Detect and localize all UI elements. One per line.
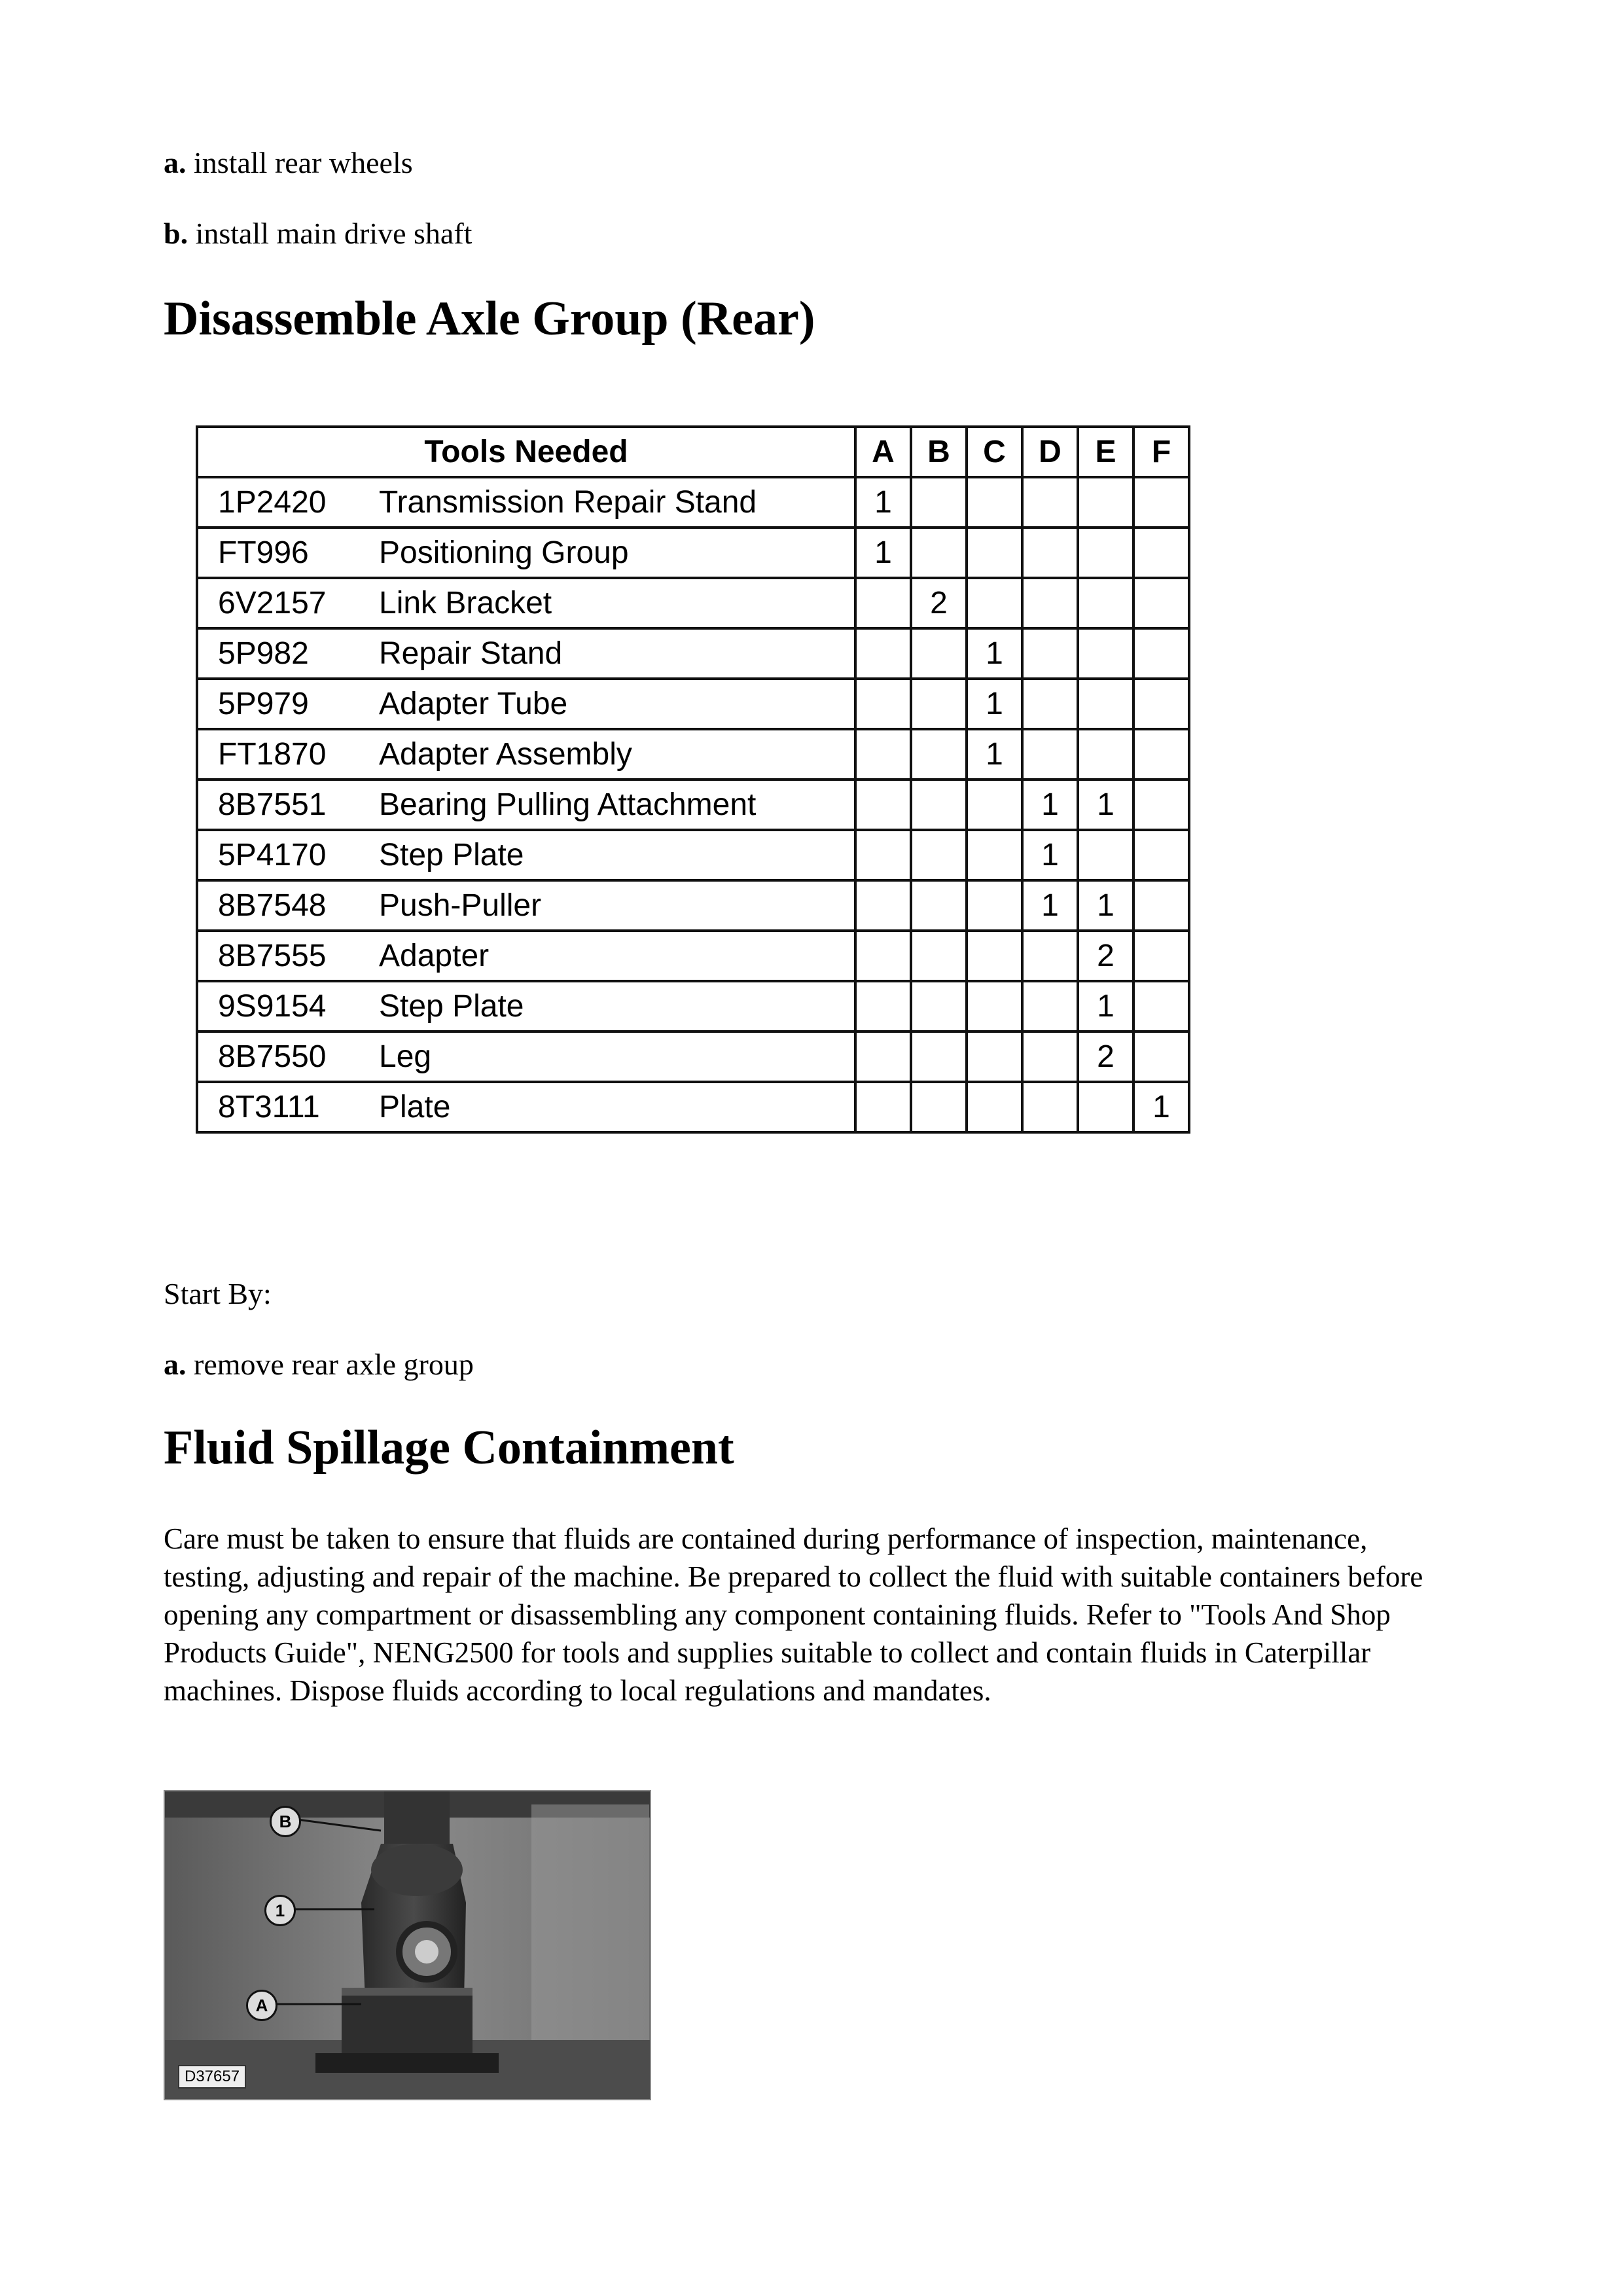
table-row [197, 477, 1189, 528]
part-number-cell: FT1870 [197, 729, 371, 780]
quantity-cell-b [911, 981, 967, 1031]
quantity-cell-b: 2 [911, 578, 967, 628]
quantity-cell-b [911, 931, 967, 981]
quantity-cell-f: 1 [1133, 1082, 1189, 1132]
quantity-cell-a [855, 1031, 911, 1082]
quantity-cell-a [855, 628, 911, 679]
quantity-cell-e [1078, 628, 1133, 679]
tool-name-cell: Plate [371, 1082, 855, 1132]
quantity-cell-e: 1 [1078, 880, 1133, 931]
start-by-step-a [164, 1347, 474, 1382]
tool-name-cell: Adapter Tube [371, 679, 855, 729]
tools-needed-header: Tools Needed [197, 427, 855, 477]
quantity-cell-d [1022, 729, 1078, 780]
quantity-cell-d [1022, 578, 1078, 628]
quantity-cell-b [911, 880, 967, 931]
tool-name-cell: Adapter Assembly [371, 729, 855, 780]
quantity-cell-f [1133, 830, 1189, 880]
quantity-cell-f [1133, 880, 1189, 931]
quantity-cell-f [1133, 477, 1189, 528]
part-number-cell: 5P982 [197, 628, 371, 679]
quantity-cell-a [855, 880, 911, 931]
table-row [197, 1082, 1189, 1132]
quantity-cell-d [1022, 528, 1078, 578]
quantity-cell-c [967, 578, 1022, 628]
quantity-cell-c: 1 [967, 729, 1022, 780]
part-number-cell: 5P4170 [197, 830, 371, 880]
quantity-cell-c [967, 931, 1022, 981]
quantity-cell-b [911, 780, 967, 830]
quantity-cell-e [1078, 578, 1133, 628]
quantity-cell-a [855, 1082, 911, 1132]
column-header-c: C [967, 427, 1022, 477]
callout-1: 1 [264, 1895, 296, 1926]
tool-name-cell: Adapter [371, 931, 855, 981]
quantity-cell-a [855, 981, 911, 1031]
quantity-cell-e: 2 [1078, 1031, 1133, 1082]
quantity-cell-a: 1 [855, 477, 911, 528]
tool-name-cell: Link Bracket [371, 578, 855, 628]
table-header-row [197, 427, 1189, 477]
quantity-cell-e [1078, 1082, 1133, 1132]
step-text: remove rear axle group [194, 1348, 474, 1381]
quantity-cell-b [911, 679, 967, 729]
quantity-cell-d [1022, 1031, 1078, 1082]
column-header-d: D [1022, 427, 1078, 477]
quantity-cell-a [855, 780, 911, 830]
quantity-cell-e [1078, 729, 1133, 780]
quantity-cell-d: 1 [1022, 780, 1078, 830]
quantity-cell-f [1133, 780, 1189, 830]
quantity-cell-a [855, 931, 911, 981]
quantity-cell-c [967, 830, 1022, 880]
part-number-cell: FT996 [197, 528, 371, 578]
quantity-cell-b [911, 477, 967, 528]
part-number-cell: 1P2420 [197, 477, 371, 528]
quantity-cell-a [855, 578, 911, 628]
quantity-cell-a [855, 679, 911, 729]
step-letter: b. [164, 217, 188, 250]
quantity-cell-f [1133, 628, 1189, 679]
quantity-cell-b [911, 1031, 967, 1082]
photo-id-label: D37657 [178, 2065, 246, 2089]
quantity-cell-e [1078, 477, 1133, 528]
quantity-cell-c: 1 [967, 679, 1022, 729]
quantity-cell-f [1133, 528, 1189, 578]
quantity-cell-c: 1 [967, 628, 1022, 679]
quantity-cell-b [911, 628, 967, 679]
quantity-cell-d [1022, 679, 1078, 729]
quantity-cell-d [1022, 1082, 1078, 1132]
column-header-f: F [1133, 427, 1189, 477]
tool-name-cell: Push-Puller [371, 880, 855, 931]
column-header-b: B [911, 427, 967, 477]
part-number-cell: 8T3111 [197, 1082, 371, 1132]
section-title-fluid-spillage-containment: Fluid Spillage Containment [164, 1421, 734, 1475]
quantity-cell-d: 1 [1022, 830, 1078, 880]
table-row [197, 830, 1189, 880]
tools-needed-table [196, 425, 1190, 1134]
callout-a: A [246, 1990, 277, 2021]
quantity-cell-f [1133, 1031, 1189, 1082]
part-number-cell: 8B7555 [197, 931, 371, 981]
quantity-cell-f [1133, 679, 1189, 729]
quantity-cell-c [967, 880, 1022, 931]
axle-repair-photo [164, 1790, 651, 2100]
tool-name-cell: Repair Stand [371, 628, 855, 679]
table-row [197, 981, 1189, 1031]
quantity-cell-c [967, 1031, 1022, 1082]
section-title-disassemble-axle-group: Disassemble Axle Group (Rear) [164, 292, 815, 346]
tool-name-cell: Leg [371, 1031, 855, 1082]
quantity-cell-d [1022, 981, 1078, 1031]
quantity-cell-a [855, 729, 911, 780]
tool-name-cell: Transmission Repair Stand [371, 477, 855, 528]
quantity-cell-e [1078, 679, 1133, 729]
quantity-cell-c [967, 477, 1022, 528]
step-letter: a. [164, 1348, 187, 1381]
quantity-cell-e [1078, 830, 1133, 880]
tool-name-cell: Bearing Pulling Attachment [371, 780, 855, 830]
step-text: install main drive shaft [195, 217, 473, 250]
quantity-cell-c [967, 1082, 1022, 1132]
table-row [197, 1031, 1189, 1082]
quantity-cell-e: 1 [1078, 780, 1133, 830]
quantity-cell-f [1133, 931, 1189, 981]
quantity-cell-d [1022, 931, 1078, 981]
part-number-cell: 8B7550 [197, 1031, 371, 1082]
quantity-cell-e [1078, 528, 1133, 578]
quantity-cell-a: 1 [855, 528, 911, 578]
photo-graphic [165, 1791, 650, 2099]
quantity-cell-b [911, 830, 967, 880]
quantity-cell-b [911, 528, 967, 578]
fluid-spillage-paragraph: Care must be taken to ensure that fluids are contained during performance of inspection, maintenance, testing, adjusting and repair of the machine. Be prepared to collect the fluid with suitable containers before opening any compartment or disassembling any component containing fluids. Refer to "Tools And Shop Products Guide", NENG2500 for tools and supplies suitable to collect and contain fluids in Caterpillar machines. Dispose fluids according to local regulations and mandates. [164, 1522, 1423, 1707]
quantity-cell-f [1133, 729, 1189, 780]
table-row [197, 679, 1189, 729]
quantity-cell-d [1022, 628, 1078, 679]
quantity-cell-c [967, 780, 1022, 830]
step-b-install-main-drive-shaft [164, 216, 472, 251]
quantity-cell-d [1022, 477, 1078, 528]
tool-name-cell: Step Plate [371, 981, 855, 1031]
table-row [197, 931, 1189, 981]
quantity-cell-f [1133, 981, 1189, 1031]
quantity-cell-c [967, 528, 1022, 578]
table-row [197, 780, 1189, 830]
start-by-label: Start By: [164, 1277, 272, 1310]
tool-name-cell: Positioning Group [371, 528, 855, 578]
step-a-install-rear-wheels [164, 145, 413, 180]
quantity-cell-b [911, 1082, 967, 1132]
quantity-cell-e: 1 [1078, 981, 1133, 1031]
step-text: install rear wheels [194, 146, 413, 179]
part-number-cell: 8B7548 [197, 880, 371, 931]
quantity-cell-f [1133, 578, 1189, 628]
quantity-cell-d: 1 [1022, 880, 1078, 931]
part-number-cell: 5P979 [197, 679, 371, 729]
quantity-cell-e: 2 [1078, 931, 1133, 981]
step-letter: a. [164, 146, 187, 179]
quantity-cell-a [855, 830, 911, 880]
column-header-e: E [1078, 427, 1133, 477]
table-row [197, 578, 1189, 628]
quantity-cell-b [911, 729, 967, 780]
table-row [197, 628, 1189, 679]
quantity-cell-c [967, 981, 1022, 1031]
part-number-cell: 9S9154 [197, 981, 371, 1031]
part-number-cell: 6V2157 [197, 578, 371, 628]
callout-b: B [270, 1806, 301, 1837]
column-header-a: A [855, 427, 911, 477]
table-row [197, 528, 1189, 578]
part-number-cell: 8B7551 [197, 780, 371, 830]
table-row [197, 729, 1189, 780]
table-row [197, 880, 1189, 931]
tool-name-cell: Step Plate [371, 830, 855, 880]
